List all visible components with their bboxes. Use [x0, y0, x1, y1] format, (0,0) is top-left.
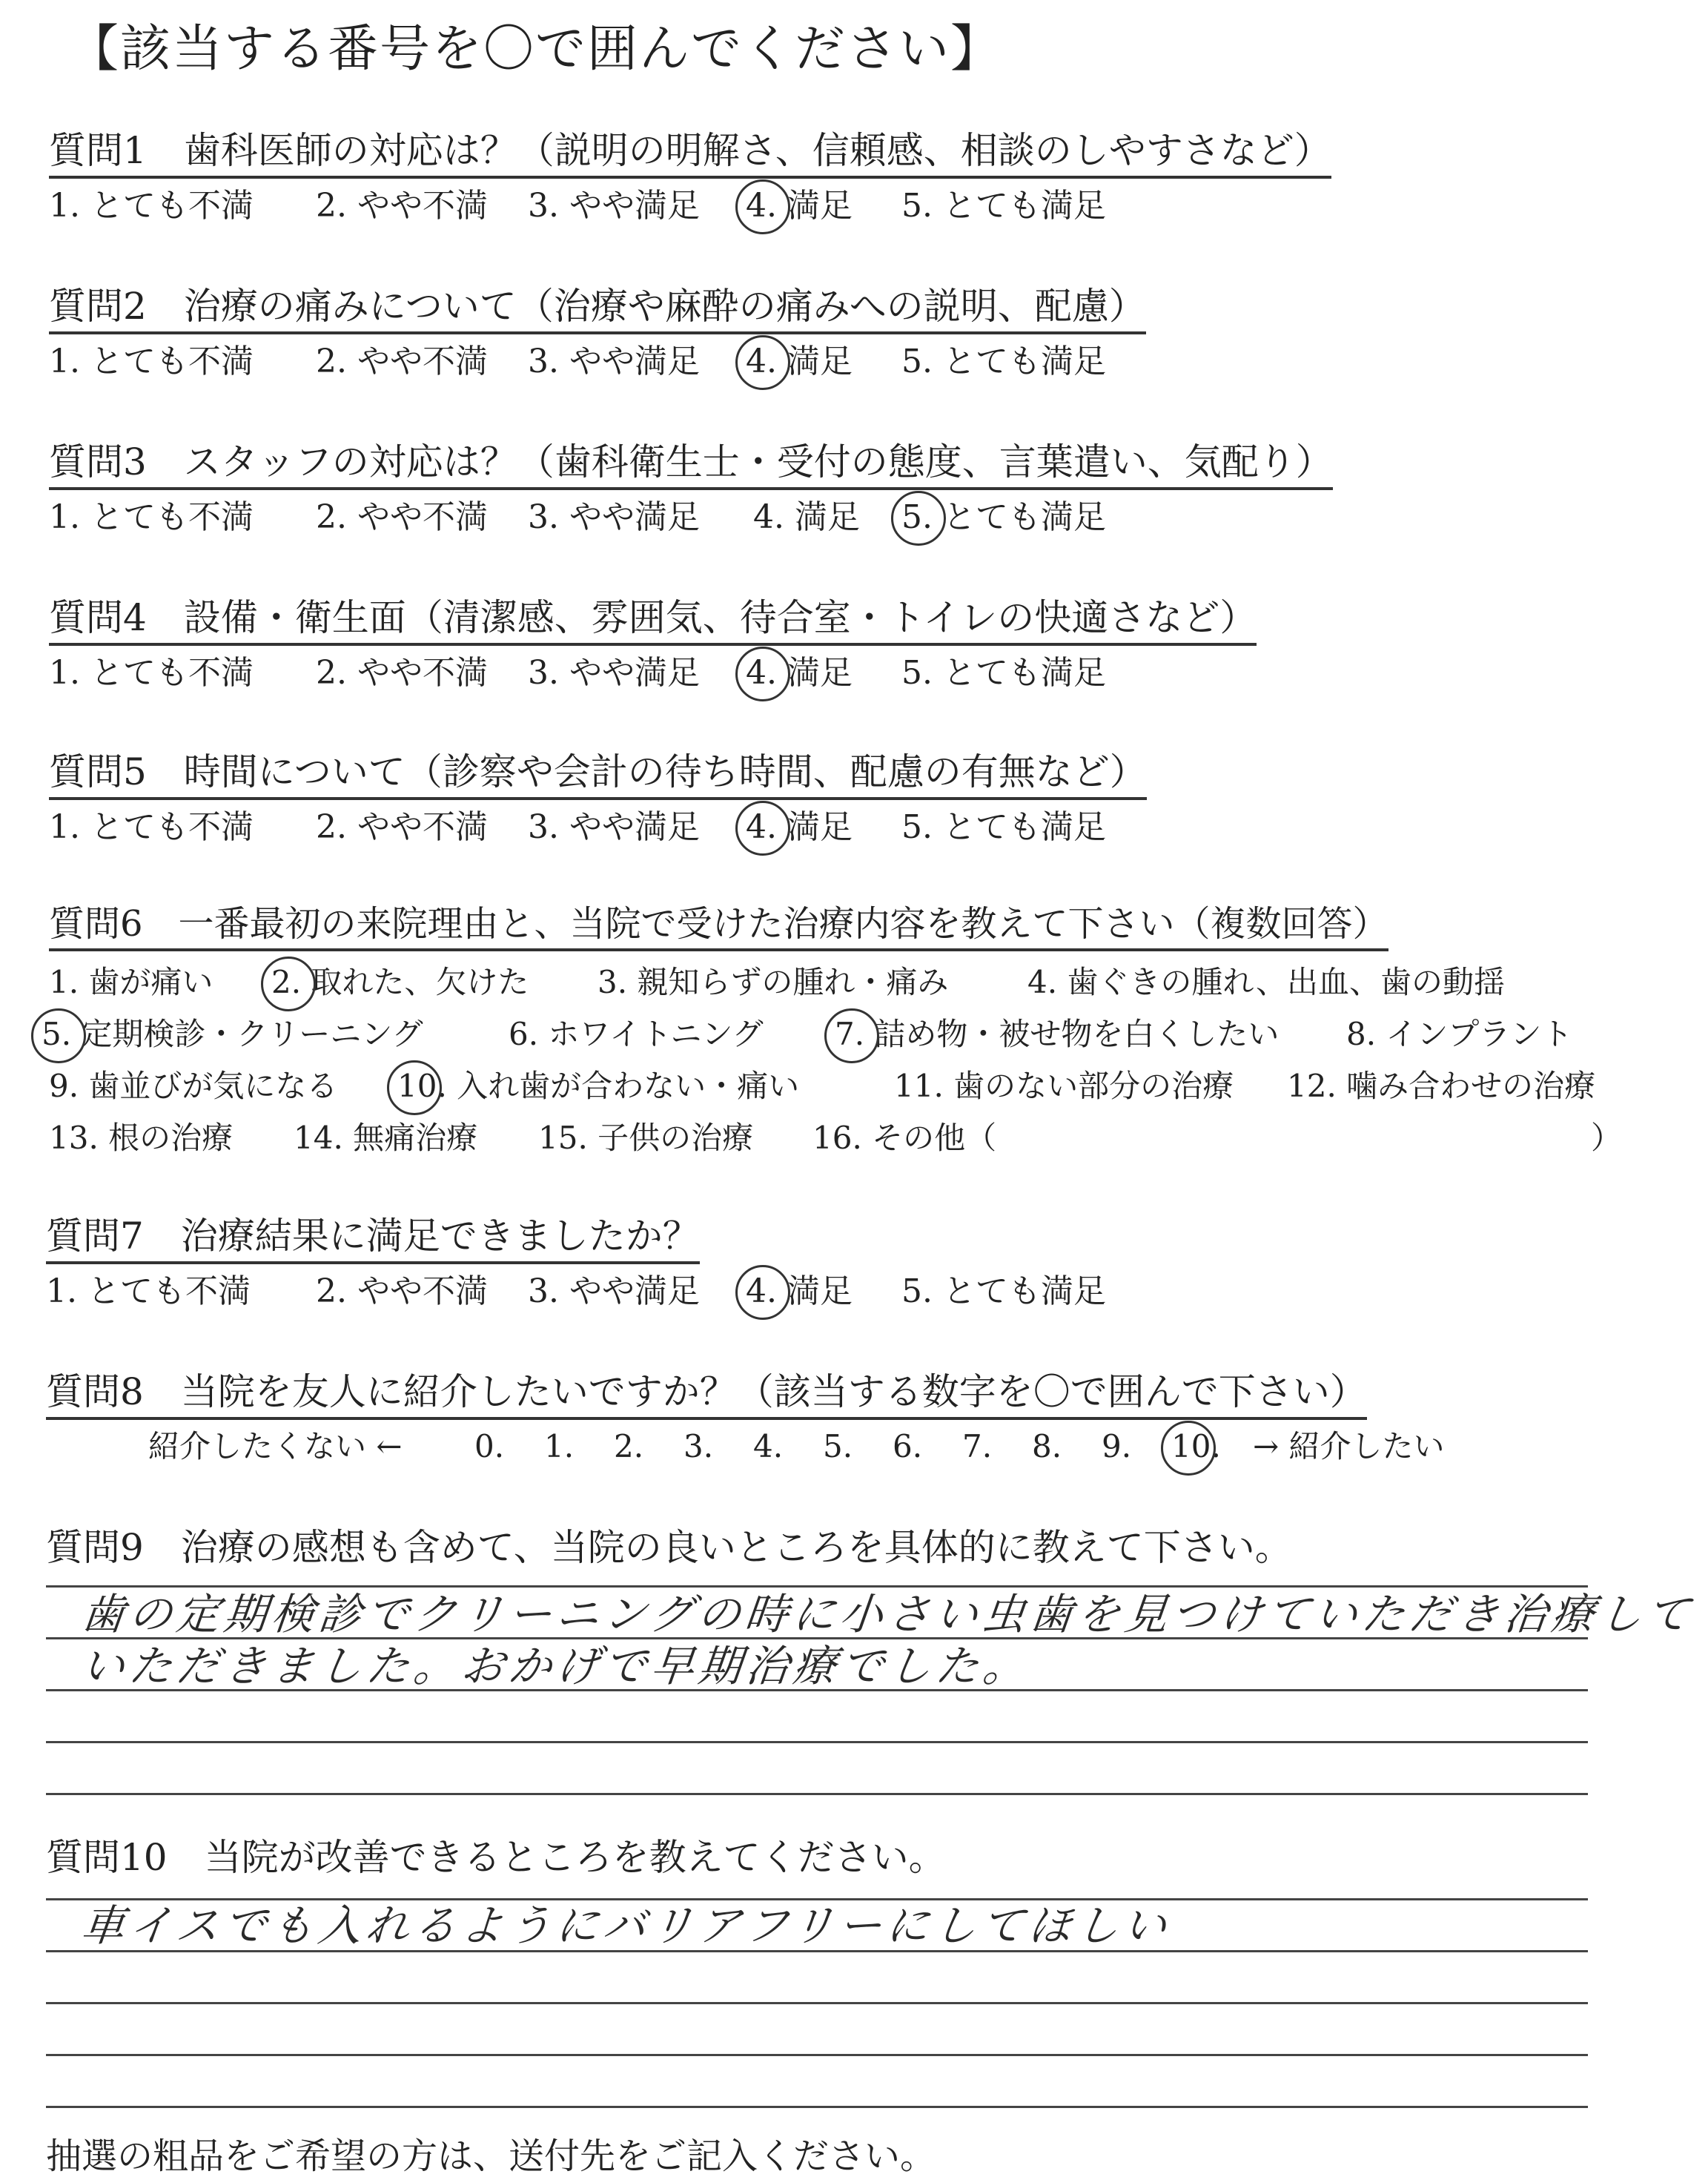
q8-left-label: 紹介したくない ← [148, 1428, 403, 1464]
q6-option-6[interactable]: 6. ホワイトニング [509, 1016, 764, 1052]
q6-option-16[interactable]: 16. その他（ [812, 1120, 997, 1156]
question-5-title: 質問5 時間について（診察や会計の待ち時間、配慮の有無など） [49, 752, 1147, 800]
footer-text: 抽選の粗品をご希望の方は、送付先をご記入ください。 [46, 2135, 936, 2177]
question-6-title: 質問6 一番最初の来院理由と、当院で受けた治療内容を教えて下さい（複数回答） [49, 905, 1388, 951]
q4-option-3[interactable]: 3. やや満足 [528, 654, 700, 692]
question-9-title: 質問9 治療の感想も含めて、当院の良いところを具体的に教えて下さい。 [46, 1526, 1292, 1569]
q8-scale-10-selected[interactable]: 10. [1171, 1428, 1221, 1464]
q2-option-3[interactable]: 3. やや満足 [528, 343, 700, 380]
q5-option-4-selected[interactable]: 4. 満足 [746, 808, 853, 846]
q7-option-1[interactable]: 1. とても不満 [46, 1272, 251, 1310]
q3-option-2[interactable]: 2. やや不満 [316, 498, 488, 536]
q8-scale-4[interactable]: 4. [753, 1428, 784, 1464]
q4-option-5[interactable]: 5. とても満足 [901, 654, 1106, 692]
q8-scale-0[interactable]: 0. [474, 1428, 505, 1464]
q8-scale-7[interactable]: 7. [962, 1428, 993, 1464]
q1-option-4-selected[interactable]: 4. 満足 [746, 187, 853, 225]
q2-option-4-selected[interactable]: 4. 満足 [746, 343, 853, 380]
q1-option-5[interactable]: 5. とても満足 [901, 187, 1106, 225]
q5-option-1[interactable]: 1. とても不満 [49, 808, 254, 846]
question-7-title: 質問7 治療結果に満足できましたか？ [46, 1216, 700, 1264]
q8-scale-8[interactable]: 8. [1032, 1428, 1062, 1464]
q9-answer-line-1[interactable]: 歯の定期検診でクリーニングの時に小さい虫歯を見つけていただき治療して [79, 1589, 1697, 1639]
q5-option-2[interactable]: 2. やや不満 [316, 808, 488, 846]
q8-scale-1[interactable]: 1. [544, 1428, 575, 1464]
q10-answer-line-1[interactable]: 車イスでも入れるようにバリアフリーにしてほしい [79, 1900, 1174, 1951]
q6-option-5-selected[interactable]: 5. 定期検診・クリーニング [42, 1016, 423, 1052]
q6-option-1[interactable]: 1. 歯が痛い [49, 964, 214, 1000]
q6-option-4[interactable]: 4. 歯ぐきの腫れ、出血、歯の動揺 [1027, 964, 1505, 1000]
question-4-title: 質問4 設備・衛生面（清潔感、雰囲気、待合室・トイレの快適さなど） [49, 598, 1257, 646]
q6-option-3[interactable]: 3. 親知らずの腫れ・痛み [598, 964, 949, 1000]
q8-scale-6[interactable]: 6. [893, 1428, 923, 1464]
q8-scale-3[interactable]: 3. [683, 1428, 714, 1464]
q1-option-2[interactable]: 2. やや不満 [316, 187, 488, 225]
q9-line-3 [46, 1741, 1588, 1743]
q4-option-4-selected[interactable]: 4. 満足 [746, 654, 853, 692]
q8-scale-9[interactable]: 9. [1102, 1428, 1132, 1464]
q7-option-3[interactable]: 3. やや満足 [528, 1272, 700, 1310]
q8-right-label: → 紹介したい [1253, 1428, 1445, 1464]
q6-option-10-selected[interactable]: 10. 入れ歯が合わない・痛い [397, 1068, 800, 1104]
q2-option-5[interactable]: 5. とても満足 [901, 343, 1106, 380]
question-2-title: 質問2 治療の痛みについて（治療や麻酔の痛みへの説明、配慮） [49, 286, 1146, 334]
q3-option-4[interactable]: 4. 満足 [753, 498, 860, 536]
q6-option-8[interactable]: 8. インプラント [1346, 1016, 1573, 1052]
q2-option-1[interactable]: 1. とても不満 [49, 343, 254, 380]
q7-option-4-selected[interactable]: 4. 満足 [746, 1272, 853, 1310]
question-10-title: 質問10 当院が改善できるところを教えてください。 [46, 1836, 946, 1879]
q5-option-3[interactable]: 3. やや満足 [528, 808, 700, 846]
page-title: 【該当する番号を〇で囲んでください】 [68, 20, 1003, 79]
q6-option-16-close: ） [1591, 1120, 1623, 1156]
q6-option-9[interactable]: 9. 歯並びが気になる [49, 1068, 338, 1104]
q3-option-3[interactable]: 3. やや満足 [528, 498, 700, 536]
q2-option-2[interactable]: 2. やや不満 [316, 343, 488, 380]
q6-option-7-selected[interactable]: 7. 詰め物・被せ物を白くしたい [835, 1016, 1280, 1052]
q1-option-1[interactable]: 1. とても不満 [49, 187, 254, 225]
q3-option-5-selected[interactable]: 5. とても満足 [901, 498, 1106, 536]
q4-option-2[interactable]: 2. やや不満 [316, 654, 488, 692]
q6-option-13[interactable]: 13. 根の治療 [49, 1120, 234, 1156]
q6-option-12[interactable]: 12. 噛み合わせの治療 [1287, 1068, 1596, 1104]
q9-line-4 [46, 1793, 1588, 1795]
q8-scale-2[interactable]: 2. [614, 1428, 644, 1464]
q6-option-15[interactable]: 15. 子供の治療 [538, 1120, 754, 1156]
q4-option-1[interactable]: 1. とても不満 [49, 654, 254, 692]
q6-option-14[interactable]: 14. 無痛治療 [294, 1120, 478, 1156]
q5-option-5[interactable]: 5. とても満足 [901, 808, 1106, 846]
question-8-title: 質問8 当院を友人に紹介したいですか？（該当する数字を〇で囲んで下さい） [46, 1372, 1367, 1420]
question-3-title: 質問3 スタッフの対応は？（歯科衛生士・受付の態度、言葉遣い、気配り） [49, 442, 1333, 490]
q1-option-3[interactable]: 3. やや満足 [528, 187, 700, 225]
q10-line-2 [46, 2002, 1588, 2004]
q7-option-2[interactable]: 2. やや不満 [316, 1272, 488, 1310]
q6-option-11[interactable]: 11. 歯のない部分の治療 [894, 1068, 1234, 1104]
q6-option-2-selected[interactable]: 2. 取れた、欠けた [271, 964, 529, 1000]
q9-answer-line-2[interactable]: いただきました。おかげで早期治療でした。 [79, 1641, 1033, 1691]
q8-scale-5[interactable]: 5. [823, 1428, 853, 1464]
q3-option-1[interactable]: 1. とても不満 [49, 498, 254, 536]
q7-option-5[interactable]: 5. とても満足 [901, 1272, 1106, 1310]
q9-line-0 [46, 1585, 1588, 1588]
q10-line-3 [46, 2054, 1588, 2056]
q10-line-4 [46, 2106, 1588, 2108]
question-1-title: 質問1 歯科医師の対応は？（説明の明解さ、信頼感、相談のしやすさなど） [49, 131, 1331, 179]
